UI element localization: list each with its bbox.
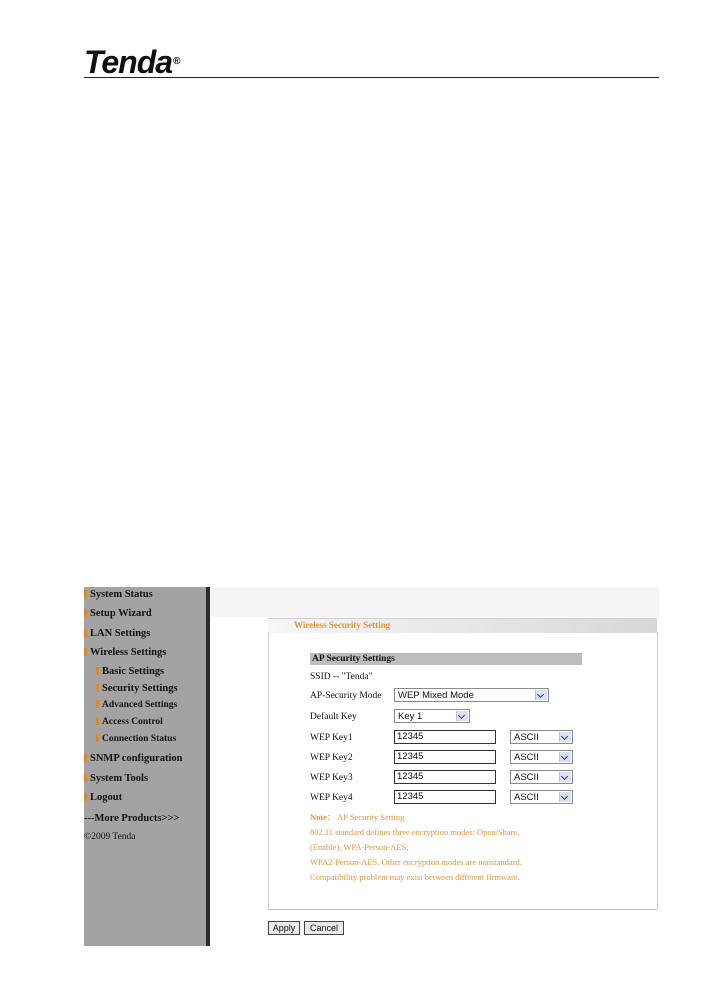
default-key-label: Default Key [310, 712, 357, 722]
sidebar-item-setup-wizard[interactable]: Setup Wizard [84, 607, 152, 620]
wep-key4-input[interactable]: 12345 [394, 790, 496, 804]
wep-key4-format-select[interactable]: ASCII [510, 790, 573, 804]
sidebar-item-advanced-settings[interactable]: Advanced Settings [96, 699, 177, 712]
sidebar-item-lan-settings[interactable]: LAN Settings [84, 627, 150, 640]
wep-key2-label: WEP Key2 [310, 753, 353, 763]
wep-key4-label: WEP Key4 [310, 793, 353, 803]
cancel-button[interactable]: Cancel [304, 921, 344, 935]
wep-key1-input[interactable]: 12345 [394, 730, 496, 744]
header-rule [84, 77, 659, 78]
security-mode-label: AP-Security Mode [310, 691, 382, 701]
wep-key3-input[interactable]: 12345 [394, 770, 496, 784]
wep-key1-label: WEP Key1 [310, 733, 353, 743]
sidebar-item-system-tools[interactable]: System Tools [84, 772, 148, 785]
sidebar-item-connection-status[interactable]: Connection Status [96, 733, 176, 746]
chevron-down-icon [559, 772, 571, 782]
security-mode-select[interactable]: WEP Mixed Mode [394, 688, 549, 702]
main-content [210, 587, 659, 946]
wep-key1-format-select[interactable]: ASCII [510, 730, 573, 744]
sidebar-item-wireless-settings[interactable]: Wireless Settings [84, 646, 166, 659]
default-key-select[interactable]: Key 1 [394, 709, 470, 723]
sidebar [84, 587, 206, 946]
wep-key3-label: WEP Key3 [310, 773, 353, 783]
sidebar-item-access-control[interactable]: Access Control [96, 716, 163, 729]
wep-key2-input[interactable]: 12345 [394, 750, 496, 764]
note-line: (Enable), WPA-Person-AES, [310, 842, 409, 852]
main-top-band [210, 587, 659, 617]
chevron-down-icon [559, 752, 571, 762]
chevron-down-icon [535, 690, 547, 700]
ssid-text: SSID -- "Tenda" [310, 672, 373, 682]
chevron-down-icon [559, 792, 571, 802]
wep-key3-format-select[interactable]: ASCII [510, 770, 573, 784]
note-line: Compatibility problem may exist between different firmware. [310, 872, 520, 882]
sidebar-item-security-settings[interactable]: Security Settings [96, 682, 178, 695]
sidebar-item-system-status[interactable]: System Status [84, 588, 153, 601]
tenda-logo: Tenda® [84, 44, 180, 80]
note-line: WPA2-Person-AES. Other encryption modes are nonstandard. [310, 857, 522, 867]
button-separator [268, 909, 656, 910]
router-admin-screenshot [84, 587, 659, 946]
sidebar-item-snmp-configuration[interactable]: SNMP configuration [84, 752, 182, 765]
apply-button[interactable]: Apply [268, 921, 300, 935]
sidebar-item-basic-settings[interactable]: Basic Settings [96, 665, 164, 678]
sidebar-item-logout[interactable]: Logout [84, 791, 122, 804]
more-products-link[interactable]: ---More Products>>> [84, 813, 180, 824]
chevron-down-icon [559, 732, 571, 742]
copyright-text: ©2009 Tenda [84, 832, 136, 842]
wep-key2-format-select[interactable]: ASCII [510, 750, 573, 764]
note-heading: Note： AP Security Setting [310, 812, 405, 822]
ap-security-header: AP Security Settings [310, 653, 582, 665]
chevron-down-icon [456, 711, 468, 721]
note-line: 802.11 standard defines three encryption modes: Open/Share, [310, 827, 520, 837]
section-title: Wireless Security Setting [294, 620, 391, 630]
